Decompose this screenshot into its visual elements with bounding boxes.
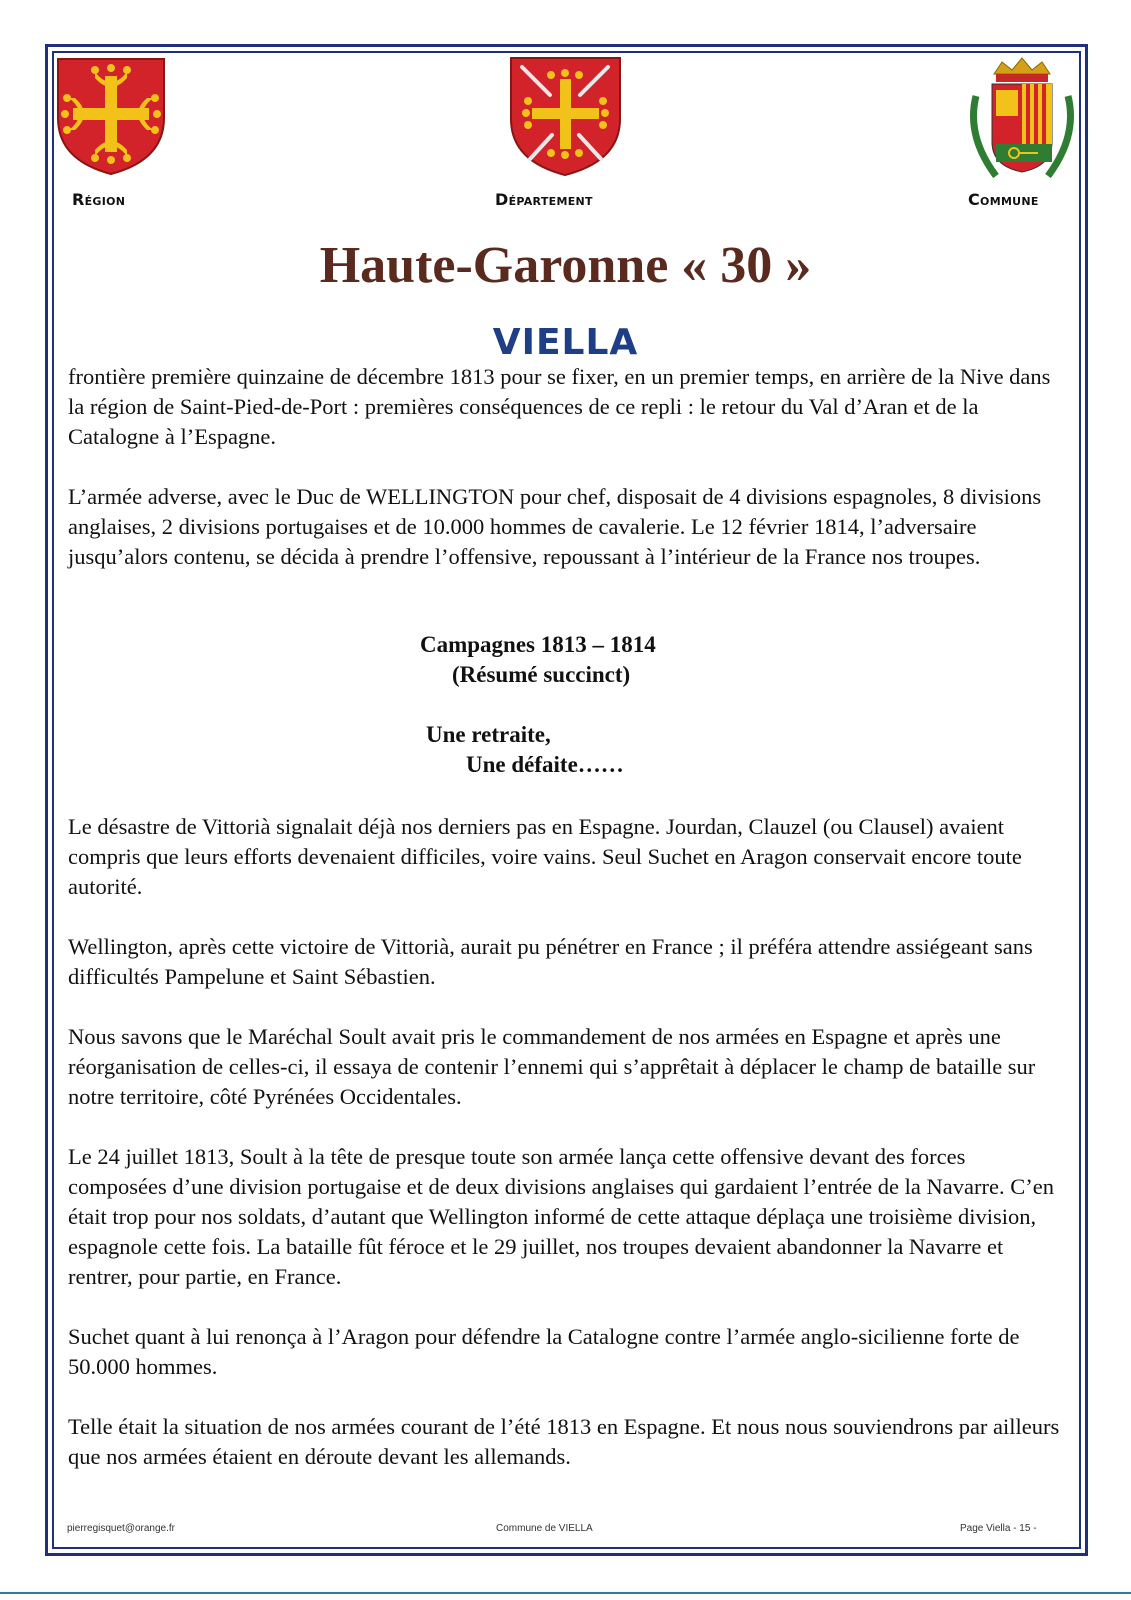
campaign-subheading: (Résumé succinct): [452, 662, 631, 687]
page-title: Haute-Garonne « 30 »: [319, 237, 812, 294]
commune-crest-icon: [966, 56, 1078, 184]
region-label: Région: [72, 190, 126, 209]
paragraph: Telle était la situation de nos armées courant de l’été 1813 en Espagne. Et nous nous souviendrons par ailleurs que nos armées étaient en déroute devant les allemands.: [68, 1414, 1060, 1469]
paragraph: Le 24 juillet 1813, Soult à la tête de presque toute son armée lança cette offensive devant des forces composées d’une division portugaise et de deux divisions anglaises qui gardaient l’entrée de la Navarre. C’en était trop pour nos soldats, d’autant que Wellington informé de cette attaque déplaça une troisième division, espagnole cette fois. La bataille fût féroce et le 29 juillet, nos troupes devaient abandonner la Navarre et rentrer, pour partie, en France.: [68, 1144, 1054, 1289]
defeat-heading: Une défaite……: [466, 752, 624, 777]
footer-email: pierregisquet@orange.fr: [67, 1523, 175, 1534]
footer-commune: Commune de VIELLA: [496, 1523, 593, 1534]
retreat-heading: Une retraite,: [426, 722, 551, 747]
bottom-rule: [0, 1592, 1131, 1594]
paragraph: Suchet quant à lui renonça à l’Aragon pour défendre la Catalogne contre l’armée anglo-sicilienne forte de 50.000 hommes.: [68, 1324, 1020, 1379]
footer-page-number: Page Viella - 15 -: [960, 1523, 1037, 1534]
paragraph: Wellington, après cette victoire de Vittorià, aurait pu pénétrer en France ; il préféra attendre assiégeant sans difficultés Pampelune et Saint Sébastien.: [68, 934, 1033, 989]
campaign-heading: Campagnes 1813 – 1814: [420, 632, 656, 657]
paragraph: Nous savons que le Maréchal Soult avait pris le commandement de nos armées en Espagne et après une réorganisation de celles-ci, il essaya de contenir l’ennemi qui s’apprêtait à déplacer le champ de bataille sur notre territoire, côté Pyrénées Occidentales.: [68, 1024, 1036, 1109]
commune-label: Commune: [968, 190, 1039, 209]
region-crest-icon: [55, 56, 167, 176]
paragraph: frontière première quinzaine de décembre 1813 pour se fixer, en un premier temps, en arrière de la Nive dans la région de Saint-Pied-de-Port : premières conséquences de ce repli : le retour du Val d’Aran et de la Catalogne à l’Espagne.: [68, 364, 1051, 449]
page-subtitle: VIELLA: [492, 322, 639, 363]
paragraph: Le désastre de Vittorià signalait déjà nos derniers pas en Espagne. Jourdan, Clauzel (ou Clausel) avaient compris que leurs efforts devenaient difficiles, voire vains. Seul Suchet en Aragon conservait encore toute autorité.: [68, 814, 1022, 899]
department-label: Département: [495, 190, 593, 209]
paragraph: L’armée adverse, avec le Duc de WELLINGTON pour chef, disposait de 4 divisions espagnoles, 8 divisions anglaises, 2 divisions portugaises et de 10.000 hommes de cavalerie. Le 12 février 1814, l’adversaire jusqu’alors contenu, se décida à prendre l’offensive, repoussant à l’intérieur de la France nos troupes.: [68, 484, 1042, 569]
department-crest-icon: [508, 55, 623, 177]
